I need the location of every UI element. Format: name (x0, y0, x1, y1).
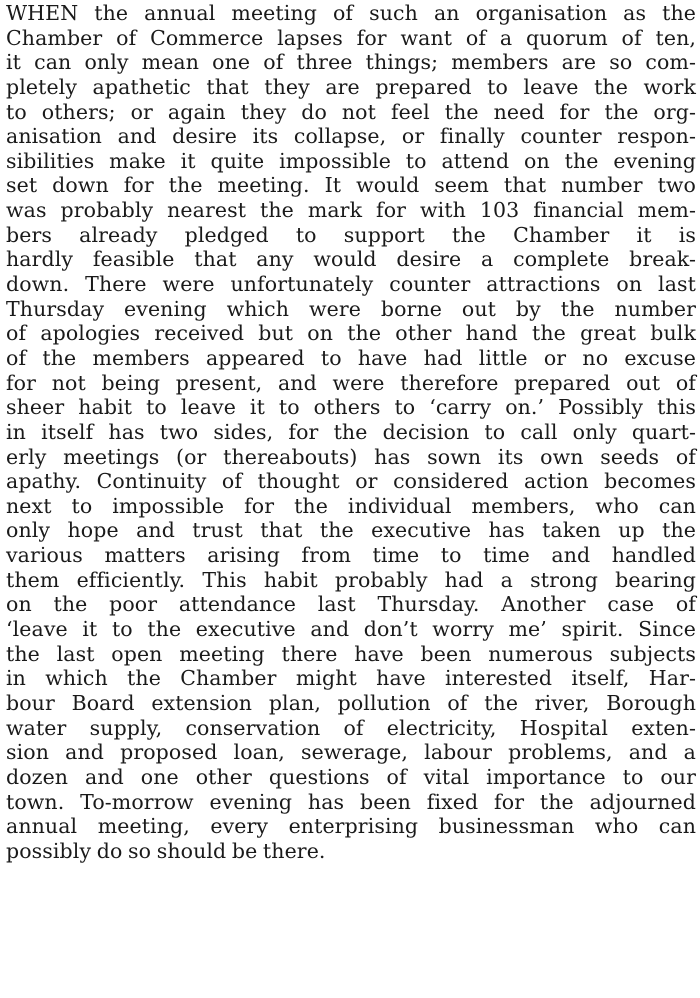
text-line: sion and proposed loan, sewerage, labour problems, and a (6, 740, 696, 765)
text-line: it can only mean one of three things; members are so com- (6, 50, 696, 75)
text-line: of apologies received but on the other hand the great bulk (6, 321, 696, 346)
text-line: to others; or again they do not feel the need for the org- (6, 99, 696, 124)
article-body (6, 1, 696, 863)
text-line: WHEN the annual meeting of such an organisation as the (6, 1, 696, 25)
text-line: pletely apathetic that they are prepared to leave the work (6, 74, 696, 99)
text-line: set down for the meeting. It would seem that number two (6, 173, 696, 198)
text-line: town. To-morrow evening has been fixed for the adjourned (6, 789, 696, 814)
text-line: of the members appeared to have had little or no excuse (6, 345, 696, 370)
text-line: down. There were unfortunately counter attractions on last (6, 272, 696, 297)
text-line: bers already pledged to support the Chamber it is (6, 222, 696, 247)
text-line: water supply, conservation of electricity, Hospital exten- (6, 715, 696, 740)
text-line: possibly do so should be there. (6, 838, 326, 863)
text-line: in itself has two sides, for the decision to call only quart- (6, 419, 696, 444)
text-line: sheer habit to leave it to others to ‘carry on.’ Possibly this (6, 395, 696, 420)
text-line: ‘leave it to the executive and don’t worry me’ spirit. Since (6, 617, 696, 642)
text-line: anisation and desire its collapse, or finally counter respon- (6, 124, 696, 149)
text-line: them efficiently. This habit probably had a strong bearing (6, 567, 696, 592)
text-line: for not being present, and were therefore prepared out of (6, 370, 696, 395)
text-line: sibilities make it quite impossible to attend on the evening (6, 148, 696, 173)
text-line: annual meeting, every enterprising businessman who can (6, 814, 696, 839)
text-line: was probably nearest the mark for with 103 financial mem- (6, 198, 696, 223)
text-line: in which the Chamber might have interested itself, Har- (6, 666, 696, 691)
text-line: next to impossible for the individual members, who can (6, 493, 696, 518)
text-line: Chamber of Commerce lapses for want of a quorum of ten, (6, 25, 696, 50)
text-line: dozen and one other questions of vital importance to our (6, 764, 696, 789)
text-line: only hope and trust that the executive has taken up the (6, 518, 696, 543)
text-line: bour Board extension plan, pollution of the river, Borough (6, 690, 696, 715)
text-line: Thursday evening which were borne out by the number (6, 296, 696, 321)
text-line: various matters arising from time to time and handled (6, 543, 696, 568)
text-line: hardly feasible that any would desire a complete break- (6, 247, 696, 272)
text-line: the last open meeting there have been numerous subjects (6, 641, 696, 666)
text-line: apathy. Continuity of thought or considered action becomes (6, 469, 696, 494)
text-line: on the poor attendance last Thursday. Another case of (6, 592, 696, 617)
text-line: erly meetings (or thereabouts) has sown its own seeds of (6, 444, 696, 469)
